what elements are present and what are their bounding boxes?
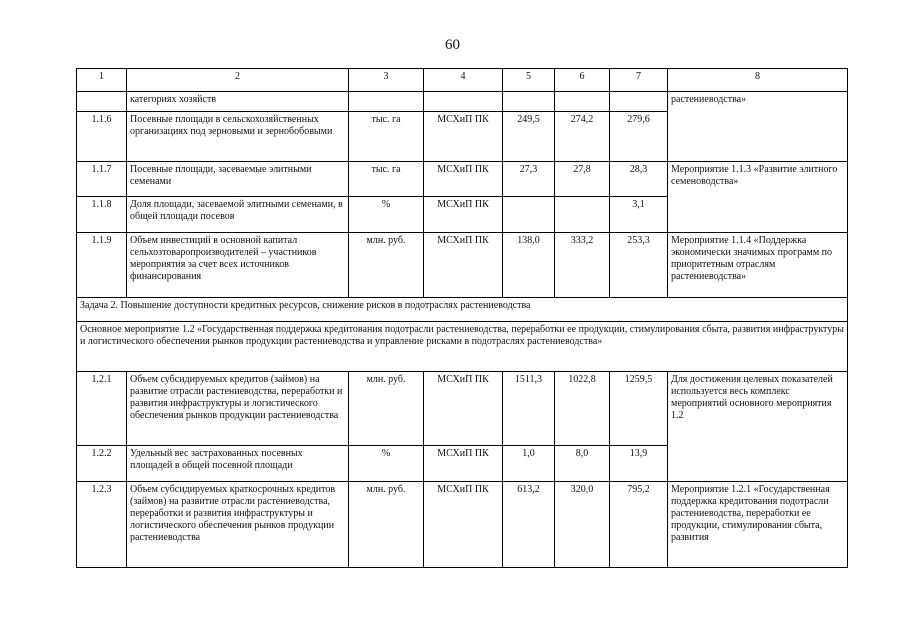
main-event-heading: Основное мероприятие 1.2 «Государственная поддержка кредитования подотрасли растениеводства, переработки ее продукции, стимулирования сбыта, развития инфраструктуры и логистического обеспечения рынков продукции растениеводства и управление рисками в подотраслях растениеводства» [77,322,848,372]
indicator-name: Посевные площади, засеваемые элитными семенами [127,162,349,197]
indicator-name: Объем инвестиций в основной капитал сельхозтоваропроизводителей – участников мероприятия за счет всех источников финансирования [127,233,349,298]
note-cell: Для достижения целевых показателей используется весь комплекс мероприятий основного мероприятия 1.2 [668,372,848,482]
header-cell: 1 [77,69,127,92]
value-cell: 249,5 [503,112,555,162]
table-row [77,233,848,298]
unit-cell: млн. руб. [349,372,424,446]
value-cell: 1022,8 [555,372,610,446]
value-cell: 613,2 [503,482,555,568]
value-cell [503,92,555,112]
indicator-name: Объем субсидируемых краткосрочных кредитов (займов) на развитие отрасли растениеводства, переработки и развития инфраструктуры и логистического обеспечения рынков продукции растениеводства [127,482,349,568]
unit-cell: % [349,446,424,482]
value-cell [610,92,668,112]
value-cell: 320,0 [555,482,610,568]
table-row [77,162,848,197]
unit-cell: тыс. га [349,112,424,162]
value-cell: 1,0 [503,446,555,482]
value-cell: 28,3 [610,162,668,197]
indicator-name: категориях хозяйств [127,92,349,112]
page-number: 60 [445,37,460,53]
table-row [77,482,848,568]
main-event-row [77,322,848,372]
row-number: 1.1.7 [77,162,127,197]
unit-cell: тыс. га [349,162,424,197]
value-cell: 253,3 [610,233,668,298]
note-cell: Мероприятие 1.1.3 «Развитие элитного семеноводства» [668,162,848,233]
value-cell: 795,2 [610,482,668,568]
value-cell: 27,3 [503,162,555,197]
value-cell: 3,1 [610,197,668,233]
value-cell [503,197,555,233]
value-cell: 279,6 [610,112,668,162]
table-row [77,92,848,112]
value-cell [555,92,610,112]
header-cell: 3 [349,69,424,92]
note-cell: Мероприятие 1.2.1 «Государственная поддержка кредитования подотрасли растениеводства, переработки ее продукции, стимулирования сбыта, развития [668,482,848,568]
indicator-name: Доля площади, засеваемой элитными семенами, в общей площади посевов [127,197,349,233]
value-cell: 8,0 [555,446,610,482]
unit-cell: млн. руб. [349,482,424,568]
row-number: 1.1.6 [77,112,127,162]
value-cell: 27,8 [555,162,610,197]
note-cell: Мероприятие 1.1.4 «Поддержка экономически значимых программ по приоритетным отраслям растениеводства» [668,233,848,298]
indicator-name: Посевные площади в сельскохозяйственных организациях под зерновыми и зернобобовыми [127,112,349,162]
org-cell: МСХиП ПК [424,482,503,568]
value-cell: 274,2 [555,112,610,162]
value-cell: 1259,5 [610,372,668,446]
value-cell: 333,2 [555,233,610,298]
indicators-table [76,68,848,568]
table-row [77,372,848,446]
value-cell: 13,9 [610,446,668,482]
org-cell: МСХиП ПК [424,233,503,298]
header-cell: 4 [424,69,503,92]
note-cell: растениеводства» [668,92,848,162]
row-number: 1.2.1 [77,372,127,446]
indicator-name: Объем субсидируемых кредитов (займов) на развитие отрасли растениеводства, переработки и развития инфраструктуры и логистического обеспечения рынков продукции растениеводства [127,372,349,446]
header-cell: 7 [610,69,668,92]
org-cell: МСХиП ПК [424,162,503,197]
header-cell: 8 [668,69,848,92]
value-cell: 1511,3 [503,372,555,446]
unit-cell: % [349,197,424,233]
task-heading: Задача 2. Повышение доступности кредитных ресурсов, снижение рисков в подотраслях растениеводства [77,298,848,322]
row-number: 1.2.2 [77,446,127,482]
value-cell: 138,0 [503,233,555,298]
unit-cell: млн. руб. [349,233,424,298]
header-cell: 5 [503,69,555,92]
org-cell [424,92,503,112]
org-cell: МСХиП ПК [424,446,503,482]
row-number: 1.2.3 [77,482,127,568]
header-cell: 2 [127,69,349,92]
indicator-name: Удельный вес застрахованных посевных площадей в общей посевной площади [127,446,349,482]
org-cell: МСХиП ПК [424,372,503,446]
row-number [77,92,127,112]
task-row [77,298,848,322]
org-cell: МСХиП ПК [424,112,503,162]
unit-cell [349,92,424,112]
header-row [77,69,848,92]
row-number: 1.1.8 [77,197,127,233]
value-cell [555,197,610,233]
org-cell: МСХиП ПК [424,197,503,233]
header-cell: 6 [555,69,610,92]
row-number: 1.1.9 [77,233,127,298]
